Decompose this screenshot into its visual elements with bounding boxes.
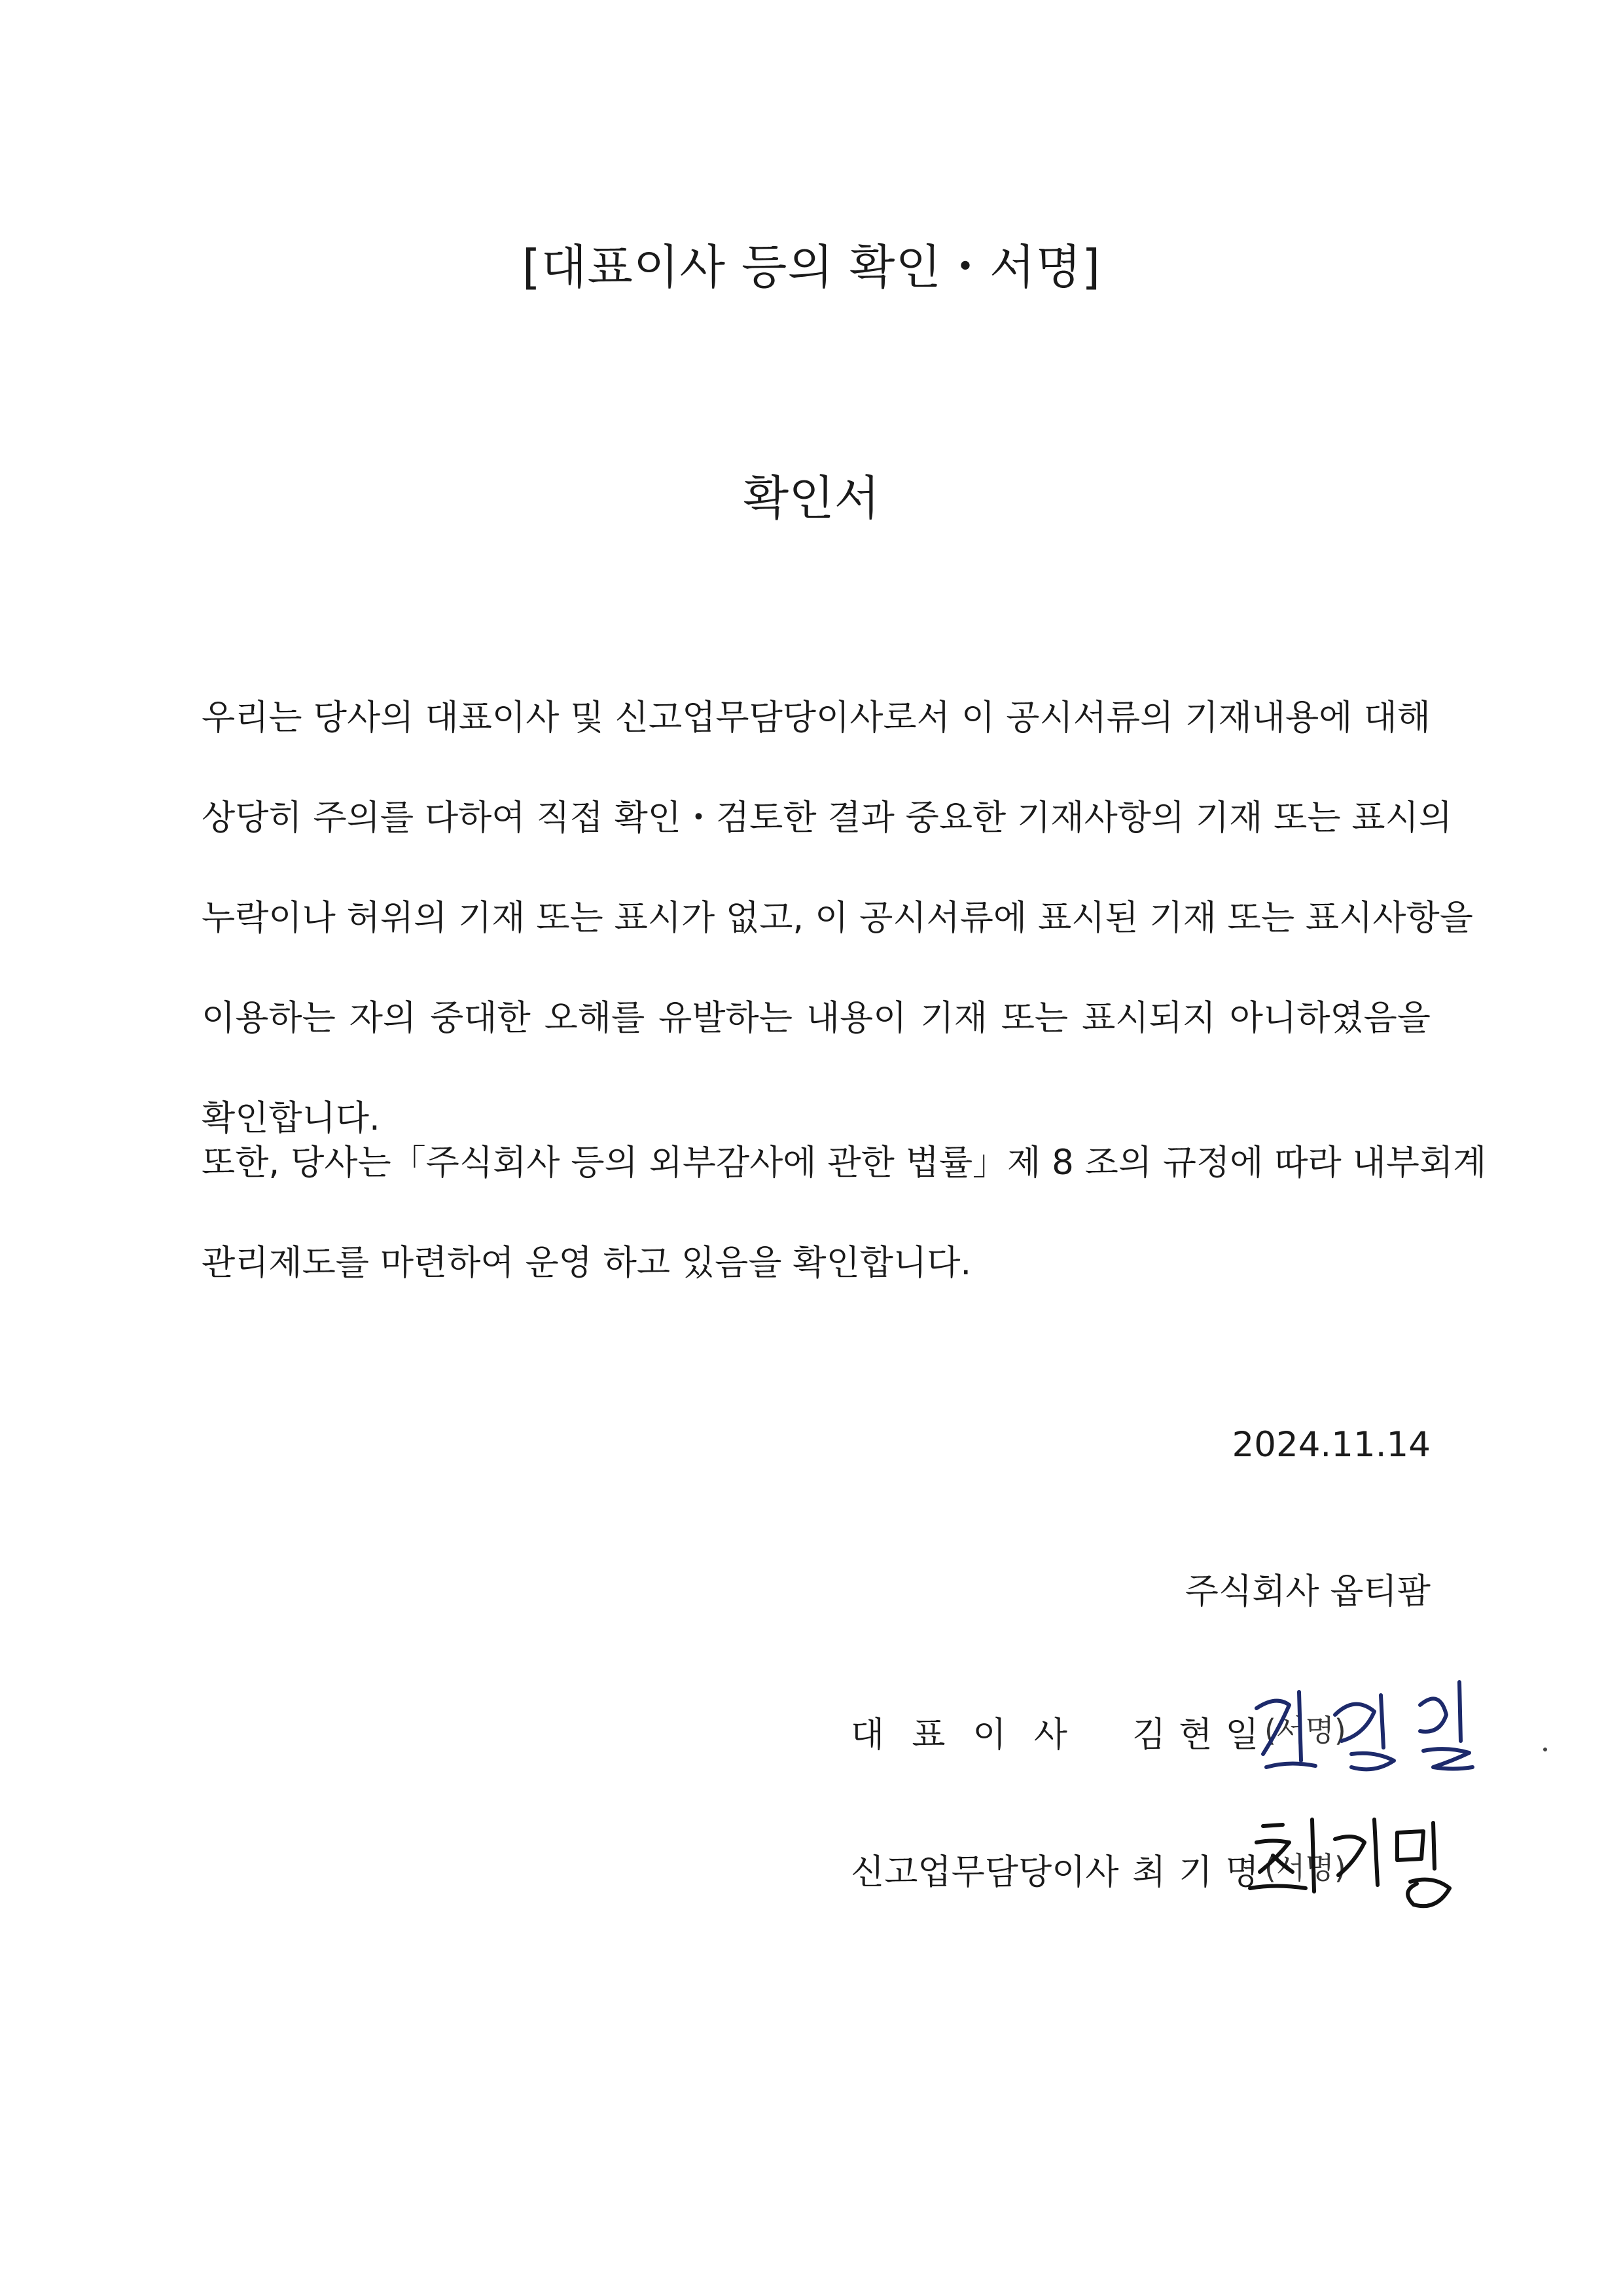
handwritten-signature bbox=[1243, 1669, 1479, 1780]
signatory-name: 김현일 bbox=[1132, 1715, 1272, 1755]
signatory-role: 대표이사 bbox=[851, 1715, 1095, 1755]
paragraph-line: 관리제도를 마련하여 운영 하고 있음을 확인합니다. bbox=[202, 1243, 972, 1283]
signatory-row-ceo bbox=[851, 1676, 1479, 1780]
sign-placeholder: (서명) bbox=[1264, 1713, 1346, 1748]
paragraph-line: 우리는 당사의 대표이사 및 신고업무담당이사로서 이 공시서류의 기재내용에 대해 bbox=[202, 698, 1431, 738]
signatory-role: 신고업무담당이사 bbox=[851, 1852, 1119, 1892]
company-name: 주식회사 옵티팜 bbox=[1185, 1571, 1431, 1611]
signatory-row-disclosure-director bbox=[851, 1813, 1479, 1918]
paragraph-line: 또한, 당사는「주식회사 등의 외부감사에 관한 법률」제 8 조의 규정에 따라 내부회계 bbox=[202, 1143, 1487, 1183]
paragraph-line: 누락이나 허위의 기재 또는 표시가 없고, 이 공시서류에 표시된 기재 또는 표시사항을 bbox=[202, 898, 1473, 938]
paragraph-line: 확인합니다. bbox=[202, 1098, 380, 1138]
document-date: 2024.11.14 bbox=[1232, 1425, 1431, 1465]
sign-placeholder: (서명) bbox=[1264, 1850, 1346, 1886]
signatory-name: 최기명 bbox=[1132, 1852, 1272, 1892]
confirmation-paragraph bbox=[202, 668, 1473, 1168]
stray-ink-dot bbox=[1543, 1748, 1547, 1751]
paragraph-line: 이용하는 자의 중대한 오해를 유발하는 내용이 기재 또는 표시되지 아니하였음을 bbox=[202, 998, 1431, 1038]
section-title: [대표이사 등의 확인・서명] bbox=[522, 240, 1101, 295]
document-title: 확인서 bbox=[743, 471, 880, 526]
paragraph-line: 상당히 주의를 다하여 직접 확인・검토한 결과 중요한 기재사항의 기재 또는 표시의 bbox=[202, 798, 1453, 838]
internal-control-paragraph bbox=[202, 1113, 1487, 1313]
handwritten-signature bbox=[1243, 1806, 1479, 1918]
